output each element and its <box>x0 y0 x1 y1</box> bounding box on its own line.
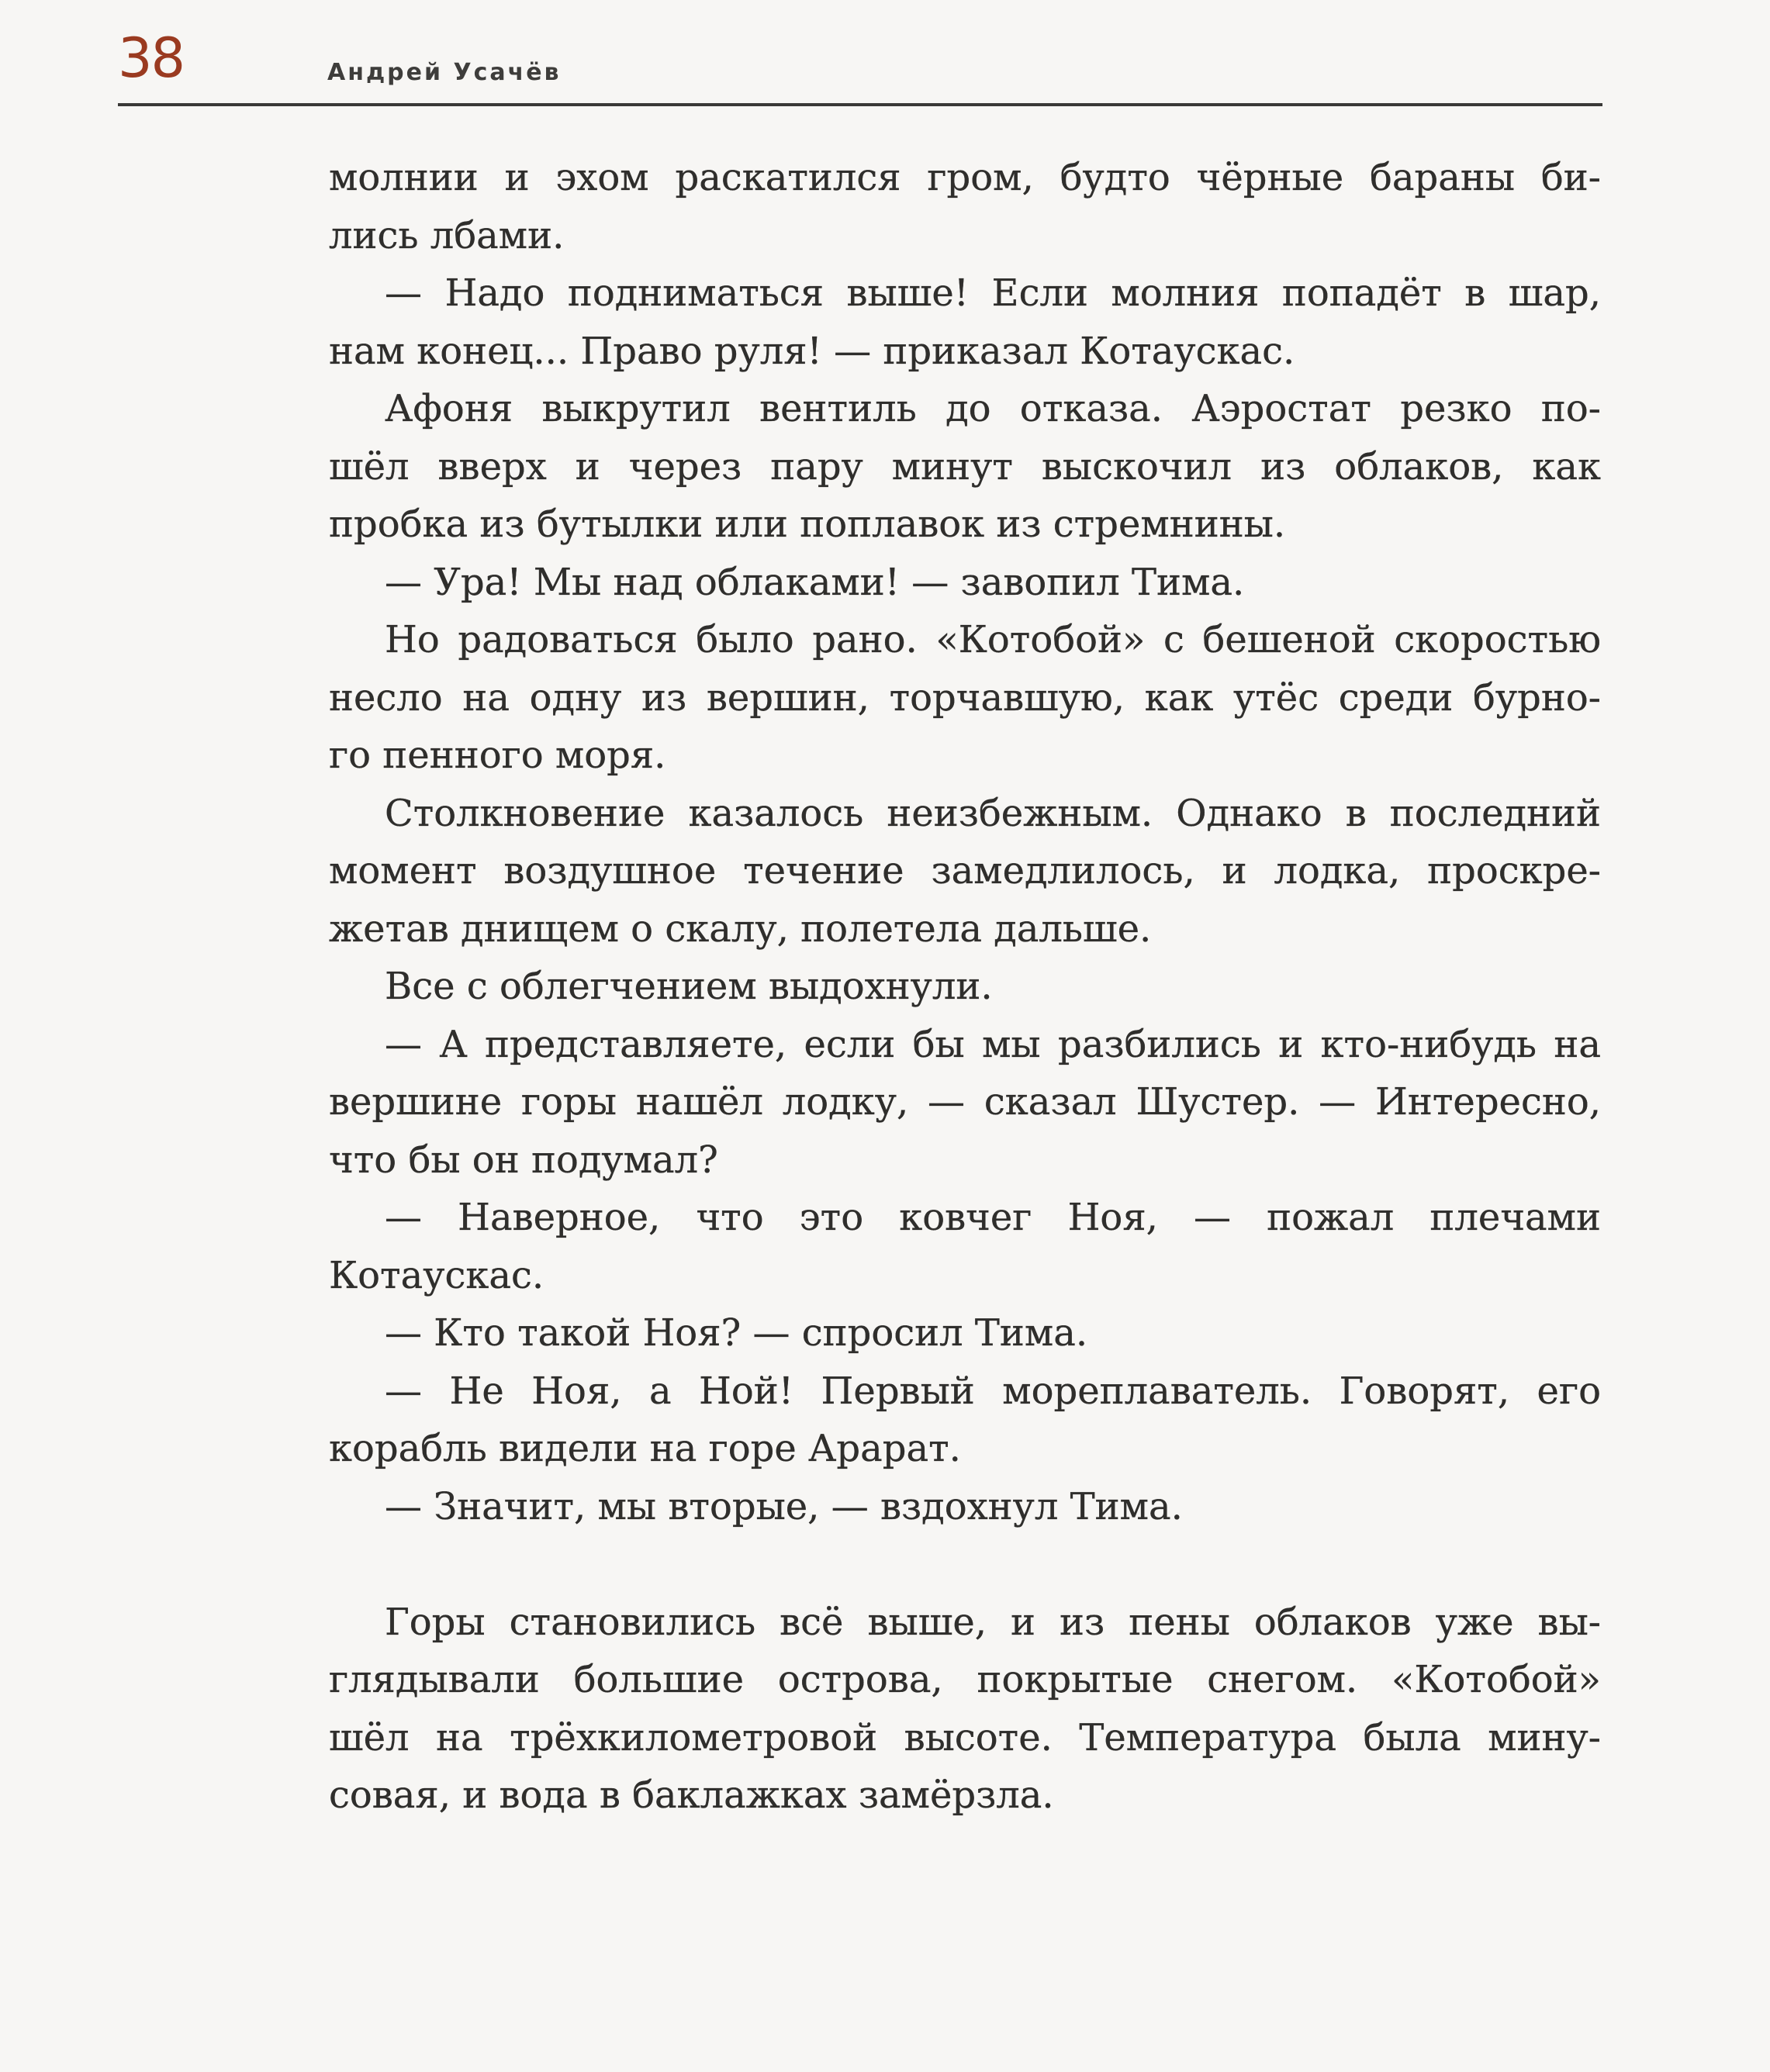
text-line: — Кто такой Ноя? — спросил Тима. <box>385 1311 1088 1355</box>
text-line: лись лбами. <box>329 213 565 257</box>
text-line: что бы он подумал? <box>329 1138 718 1182</box>
body-text <box>329 149 1601 1825</box>
text-line: глядывали большие острова, покрытые снегом. «Котобой» <box>329 1658 1601 1701</box>
text-line: — Значит, мы вторые, — вздохнул Тима. <box>385 1484 1183 1528</box>
text-line: Котаускас. <box>329 1253 544 1297</box>
text-line: Но радоваться было рано. «Котобой» с бешеной скоростью <box>385 618 1601 661</box>
text-line: — Ура! Мы над облаками! — завопил Тима. <box>385 560 1245 604</box>
text-line: корабль видели на горе Арарат. <box>329 1427 961 1470</box>
text-line: Горы становились всё выше, и из пены облаков уже вы- <box>385 1600 1601 1644</box>
text-line: жетав днищем о скалу, полетела дальше. <box>329 906 1152 951</box>
running-head-author: Андрей Усачёв <box>327 59 562 86</box>
text-line: Все с облегчением выдохнули. <box>385 965 993 1008</box>
text-line: молнии и эхом раскатился гром, будто чёрные бараны би- <box>329 156 1601 199</box>
text-line: — Надо подниматься выше! Если молния попадёт в шар, <box>385 271 1601 315</box>
text-line: го пенного моря. <box>329 734 666 777</box>
page-number: 38 <box>118 26 185 90</box>
text-line: Столкновение казалось неизбежным. Однако в последний <box>385 791 1601 835</box>
text-line: Афоня выкрутил вентиль до отказа. Аэростат резко по- <box>385 387 1601 430</box>
text-line: шёл на трёхкилометровой высоте. Температура была мину- <box>329 1715 1601 1759</box>
text-line: вершине горы нашёл лодку, — сказал Шустер. — Интересно, <box>329 1080 1601 1124</box>
text-line: совая, и вода в баклажках замёрзла. <box>329 1773 1054 1817</box>
section-break <box>329 1535 1601 1594</box>
text-line: несло на одну из вершин, торчавшую, как утёс среди бурно- <box>329 675 1601 720</box>
text-line: нам конец... Право руля! — приказал Котаускас. <box>329 329 1295 373</box>
text-line: момент воздушное течение замедлилось, и лодка, проскре- <box>329 849 1601 893</box>
text-line: пробка из бутылки или поплавок из стремнины. <box>329 502 1286 546</box>
text-line: — Не Ноя, а Ной! Первый мореплаватель. Говорят, его <box>385 1369 1601 1413</box>
text-line: — А представляете, если бы мы разбились и кто-нибудь на <box>385 1022 1601 1066</box>
text-line: шёл вверх и через пару минут выскочил из облаков, как <box>329 444 1601 489</box>
header-rule <box>118 103 1602 106</box>
text-line: — Наверное, что это ковчег Ноя, — пожал плечами <box>385 1196 1601 1239</box>
page-header <box>118 26 1602 109</box>
